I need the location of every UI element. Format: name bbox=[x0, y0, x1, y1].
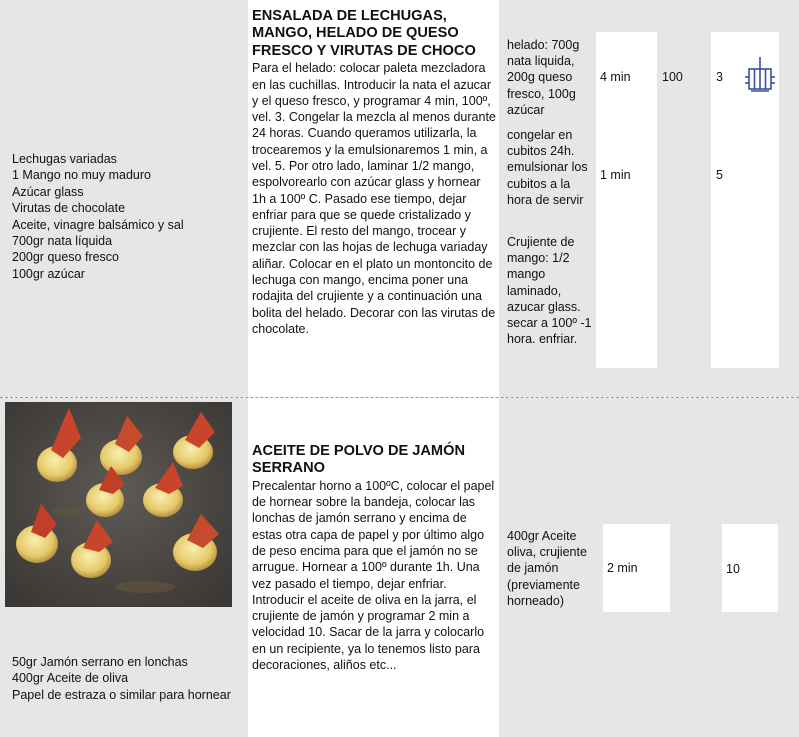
mixing-paddle-icon bbox=[743, 55, 777, 95]
ingredient-line: Papel de estraza o similar para hornear bbox=[12, 687, 231, 702]
r1-recipe-block bbox=[252, 8, 496, 337]
r2-recipe-block bbox=[252, 443, 496, 673]
ingredient-line: Lechugas variadas bbox=[12, 152, 117, 166]
step-text: Crujiente de mango: 1/2 mango laminado, azucar glass. secar a 100º -1 hora. enfriar. bbox=[507, 235, 592, 347]
ingredient-line: 50gr Jamón serrano en lonchas bbox=[12, 655, 188, 669]
recipe-title: ENSALADA DE LECHUGAS, MANGO, HELADO DE QUESO FRESCO Y VIRUTAS DE CHOCO bbox=[252, 8, 476, 59]
step-speed: 3 bbox=[716, 70, 723, 84]
step-speed: 5 bbox=[716, 168, 723, 182]
recipe-title: ACEITE DE POLVO DE JAMÓN SERRANO bbox=[252, 443, 465, 477]
ingredient-line: Aceite, vinagre balsámico y sal bbox=[12, 217, 184, 232]
r1-ingredients-list bbox=[12, 151, 244, 282]
step-speed: 10 bbox=[726, 562, 740, 576]
ingredient-line: 1 Mango no muy maduro bbox=[12, 168, 151, 183]
ingredient-line: 100gr azúcar bbox=[12, 266, 85, 281]
ingredient-line: 200gr queso fresco bbox=[12, 250, 120, 265]
step-time: 2 min bbox=[607, 561, 638, 575]
recipe-instructions: Precalentar horno a 100ºC, colocar el papel de hornear sobre la bandeja, colocar las lonchas de jamón serrano y encima de estas otra capa de papel y por último algo de peso encima para que el jamón no se arrugue. Hornear a 100º durante 1h. Una vez pasado el tiempo, dejar enfriar. Introducir el aceite de oliva en la jarra, el crujiente de jamón y programar 2 min a velocidad 10. Sacar de la jarra y colocarlo en un recipiente, ya lo tenemos listo para decoraciones, aliños etc... bbox=[252, 478, 495, 673]
step-temperature: 100 bbox=[662, 70, 683, 84]
ingredient-line: Azúcar glass bbox=[12, 184, 84, 199]
ingredient-line: 700gr nata líquida bbox=[12, 234, 113, 249]
step-text: 400gr Aceite oliva, crujiente de jamón (previamente horneado) bbox=[507, 529, 587, 608]
ingredient-line: Virutas de chocolate bbox=[12, 201, 126, 216]
ham-crisps-photo bbox=[5, 402, 232, 607]
ingredient-line: 400gr Aceite de oliva bbox=[12, 671, 129, 686]
recipe-instructions: Para el helado: colocar paleta mezcladora en las cuchillas. Introducir la nata el azucar y el queso fresco, y programar 4 min, 100º, vel. 3. Congelar la mezcla al menos durante 24 horas. Cuando queramos utilizarla, la trocearemos y la emulsionaremos 1 min, a vel. 5. Por otro lado, laminar 1/2 mango, espolvorearlo con azúcar glass y hornear 1h a 100º C. Pasado ese tiempo, dejar enfriar para que se quede cristalizado y crujiente. El resto del mango, trocear y mezclar con las hojas de lechuga variaday aliñar. Colocar en el plato un montoncito de lechuga con mango, encima poner una rodajita del crujiente y a continuación una bolita del helado. Decorar con las virutas de chocolate. bbox=[252, 61, 496, 336]
r2-ingredients-list bbox=[12, 654, 244, 703]
step-text: congelar en cubitos 24h. emulsionar los cubitos a la hora de servir bbox=[507, 128, 588, 207]
step-text: helado: 700g nata liquida, 200g queso fresco, 100g azúcar bbox=[507, 38, 580, 117]
step-time: 1 min bbox=[600, 168, 631, 182]
step-time: 4 min bbox=[600, 70, 631, 84]
